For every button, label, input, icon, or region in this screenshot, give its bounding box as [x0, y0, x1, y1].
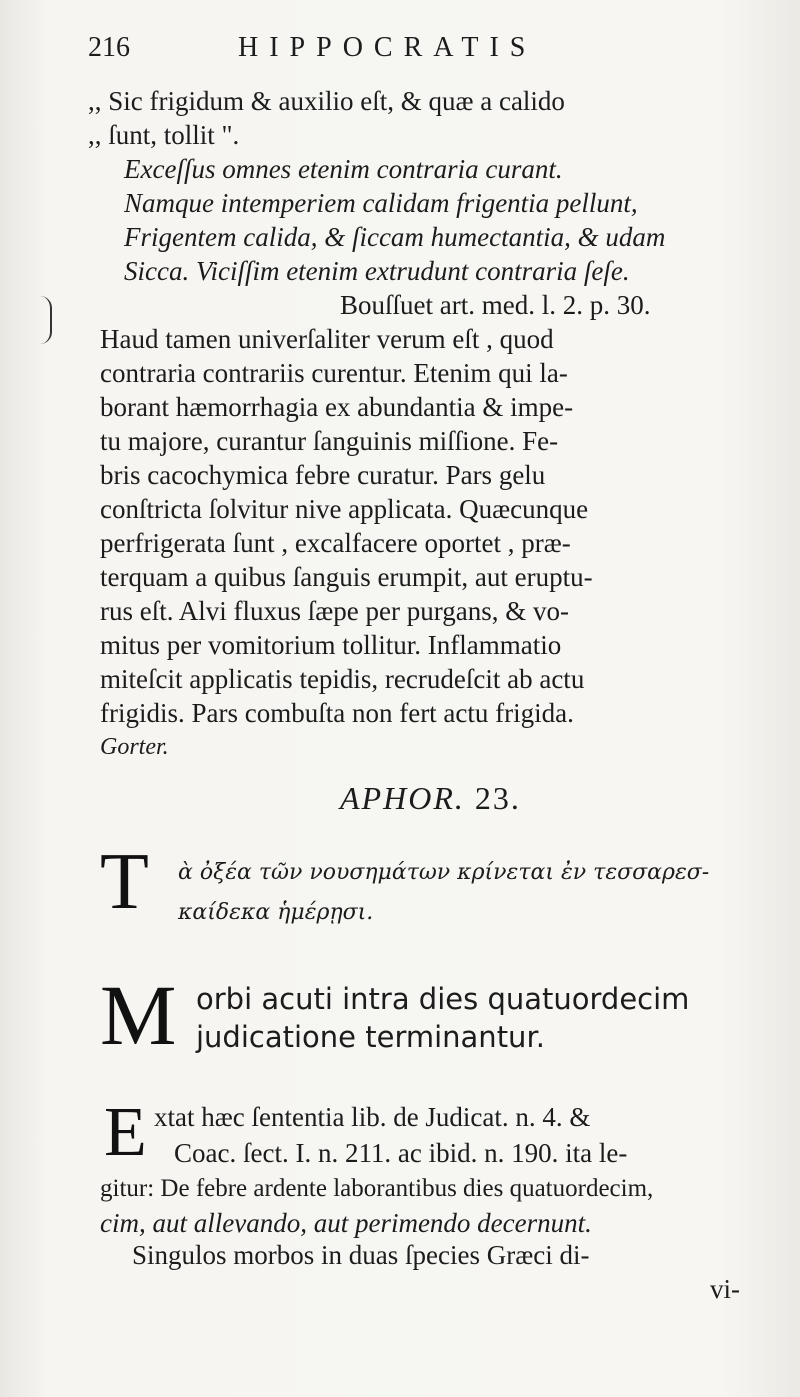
greek-drop-cap: T — [100, 838, 149, 926]
commentary-drop-cap: E — [104, 1094, 147, 1171]
latin-line: judicatione terminantur. — [196, 1020, 545, 1054]
text-line: rus eſt. Alvi fluxus ſæpe per purgans, & vo- — [100, 596, 569, 626]
text-line: tu majore, curantur ſanguinis miſſione. Fe- — [100, 426, 559, 456]
text-line: conſtricta ſolvitur nive applicata. Quæcunque — [100, 494, 589, 524]
text-line: ,, ſunt, tollit ". — [88, 120, 240, 150]
greek-line: ὰ ὀξέα τῶν νουσημάτων κρίνεται ἐν τεσσαρεσ- — [178, 860, 710, 885]
verse-line: Namque intemperiem calidam frigentia pellunt, — [124, 188, 638, 218]
text-line: Coac. ſect. I. n. 211. ac ibid. n. 190. ita le- — [174, 1138, 628, 1168]
page-number: 216 — [88, 32, 130, 63]
aphorism-label: APHOR. — [340, 780, 465, 816]
text-line: perfrigerata ſunt , excalfacere oportet , præ- — [100, 528, 571, 558]
text-line: bris cacochymica febre curatur. Pars gelu — [100, 460, 546, 490]
aphorism-number: 23. — [474, 780, 521, 816]
greek-line: καίδεκα ἡμέρῃσι. — [178, 900, 374, 925]
text-line: frigidis. Pars combuſta non fert actu frigida. — [100, 698, 574, 728]
text-line: xtat hæc ſententia lib. de Judicat. n. 4. & — [154, 1102, 591, 1132]
aphorism-heading — [340, 780, 521, 817]
text-line: contraria contrariis curentur. Etenim qui la- — [100, 358, 568, 388]
author-signature: Gorter. — [100, 734, 169, 760]
text-line: Singulos morbos in duas ſpecies Græci di- — [132, 1240, 590, 1270]
running-title: HIPPOCRATIS — [238, 32, 537, 63]
text-line: miteſcit applicatis tepidis, recrudeſcit ab actu — [100, 664, 585, 694]
text-line: Haud tamen univerſaliter verum eſt , quod — [100, 324, 554, 354]
citation-line: Bouſſuet art. med. l. 2. p. 30. — [340, 290, 651, 320]
catchword: vi- — [710, 1274, 740, 1304]
text-line: gitur: De febre ardente laborantibus dies quatuordecim, — [100, 1175, 654, 1202]
latin-drop-cap: M — [100, 967, 177, 1063]
verse-line: Sicca. Viciſſim etenim extrudunt contraria ſeſe. — [124, 256, 630, 286]
text-line: mitus per vomitorium tollitur. Inflammatio — [100, 630, 562, 660]
latin-line: orbi acuti intra dies quatuordecim — [196, 982, 690, 1016]
text-line: cim, aut allevando, aut perimendo decernunt. — [100, 1208, 592, 1238]
text-line: borant hæmorrhagia ex abundantia & impe- — [100, 392, 574, 422]
text-line: terquam a quibus ſanguis erumpit, aut eruptu- — [100, 562, 593, 592]
verse-line: Exceſſus omnes etenim contraria curant. — [124, 154, 563, 184]
verse-line: Frigentem calida, & ſiccam humectantia, & udam — [124, 222, 666, 252]
text-line: ,, Sic frigidum & auxilio eſt, & quæ a calido — [88, 86, 565, 116]
margin-bracket-mark — [40, 296, 52, 344]
